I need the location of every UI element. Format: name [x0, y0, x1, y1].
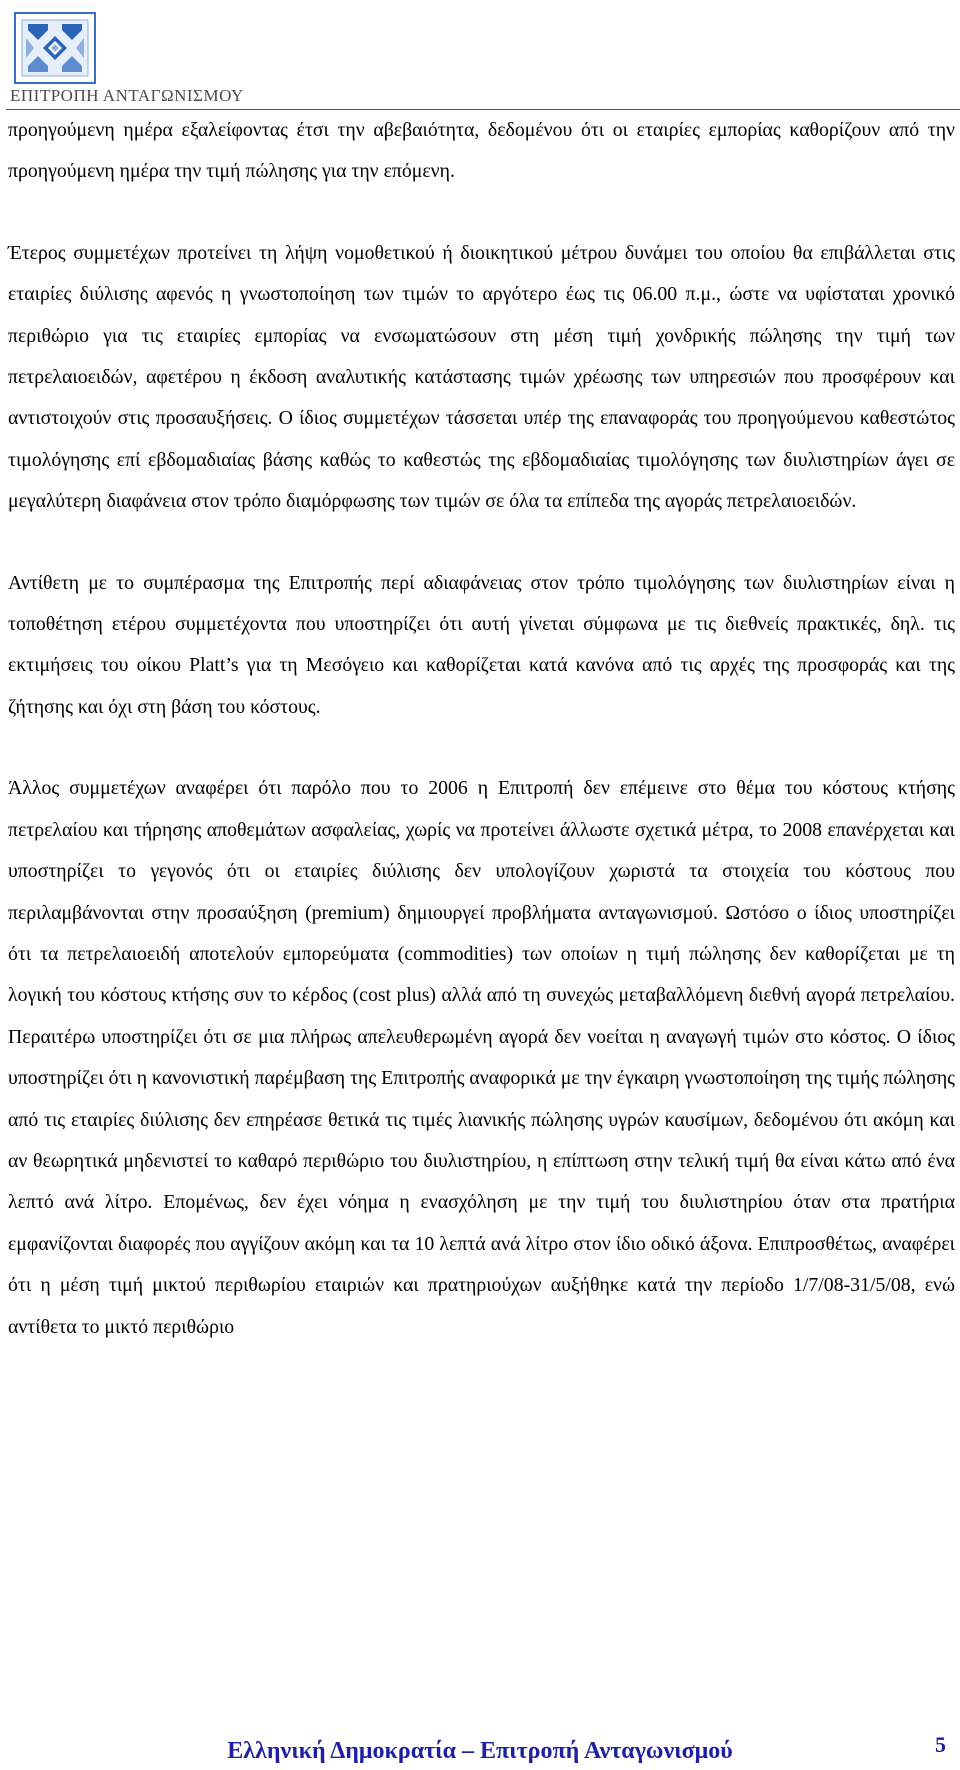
organization-name: ΕΠΙΤΡΟΠΗ ΑΝΤΑΓΩΝΙΣΜΟΥ [10, 86, 244, 105]
paragraph-1: προηγούμενη ημέρα εξαλείφοντας έτσι την αβεβαιότητα, δεδομένου ότι οι εταιρίες εμπορίας καθορίζουν από την προηγούμενη ημέρα την τιμή πώλησης για την επόμενη. [8, 119, 955, 183]
page-number: 5 [935, 1732, 946, 1757]
paragraph-2: Έτερος συμμετέχων προτείνει τη λήψη νομοθετικού ή διοικητικού μέτρου δυνάμει του οποίου θα επιβάλλεται στις εταιρίες διύλισης αφενός η γνωστοποίηση των τιμών το αργότερο έως τις 06.00 π.μ., ώστε να υφίσταται χρονικό περιθώριο για τις εταιρίες εμπορίας να ενσωματώσουν στη μέση τιμή χονδρικής πώλησης την τιμή των πετρελαιοειδών, αφετέρου η έκδοση αναλυτικής κατάστασης τιμών χρέωσης των υπηρεσιών που προσφέρουν και αντιστοιχούν στις προσαυξήσεις. Ο ίδιος συμμετέχων τάσσεται υπέρ της επαναφοράς του προηγούμενου καθεστώτος τιμολόγησης επί εβδομαδιαίας βάσης καθώς το καθεστώς της εβδομαδιαίας τιμολόγησης των διυλιστηρίων άγει σε μεγαλύτερη διαφάνεια στον τρόπο διαμόρφωσης των τιμών σε όλα τα επίπεδα της αγοράς πετρελαιοειδών. [8, 241, 955, 513]
paragraph-4: Άλλος συμμετέχων αναφέρει ότι παρόλο που το 2006 η Επιτροπή δεν επέμεινε στο θέμα του κόστους κτήσης πετρελαίου και τήρησης αποθεμάτων ασφαλείας, χωρίς να προτείνει άλλωστε σχετικά μέτρα, το 2008 επανέρχεται και υποστηρίζει το γεγονός ότι οι εταιρίες διύλισης δεν υπολογίζουν χωριστά τα στοιχεία του κόστους που περιλαμβάνονται στην προσαύξηση (premium) δημιουργεί προβλήματα ανταγωνισμού. Ωστόσο ο ίδιος υποστηρίζει ότι τα πετρελαιοειδή αποτελούν εμπορεύματα (commodities) των οποίων η τιμή πώλησης δεν καθορίζεται με τη λογική του κόστους κτήσης συν το κέρδος (cost plus) αλλά από τη συνεχώς μεταβαλλόμενη διεθνή αγορά πετρελαίου. Περαιτέρω υποστηρίζει ότι σε μια πλήρως απελευθερωμένη αγορά δεν νοείται η αναγωγή τιμών στο κόστος. Ο ίδιος υποστηρίζει ότι η κανονιστική παρέμβαση της Επιτροπής αναφορικά με την έγκαιρη γνωστοποίηση της τιμής πώλησης από τις εταιρίες διύλισης δεν επηρέασε θετικά τις τιμές λιανικής πώλησης υγρών καυσίμων, δεδομένου ότι ακόμη και αν θεωρητικά μηδενιστεί το καθαρό περιθώριο του διυλιστηρίου, η επίπτωση στην τελική τιμή θα είναι κάτω από ένα λεπτό ανά λίτρο. Επομένως, δεν έχει νόημα η ενασχόληση με την τιμή του διυλιστηρίου όταν στα πρατήρια εμφανίζονται διαφορές που αγγίζουν ακόμη και τα 10 λεπτά ανά λίτρο στον ίδιο οδικό άξονα. Επιπροσθέτως, αναφέρει ότι η μέση τιμή μικτού περιθωρίου εταιριών και πρατηριούχων αυξήθηκε κατά την περίοδο 1/7/08-31/5/08, ενώ αντίθετα το μικτό περιθώριο [8, 777, 955, 1338]
page-header [0, 0, 960, 112]
paragraph-3: Αντίθετη με το συμπέρασμα της Επιτροπής περί αδιαφάνειας στον τρόπο τιμολόγησης των διυλιστηρίων είναι η τοποθέτηση ετέρου συμμετέχοντα που υποστηρίζει ότι αυτή γίνεται σύμφωνα με τις διεθνείς πρακτικές, δηλ. τις εκτιμήσεις του οίκου Platt’s για τη Μεσόγειο και καθορίζεται κατά κανόνα από τις αρχές της προσφοράς και της ζήτησης και όχι στη βάση του κόστους. [8, 571, 955, 718]
competition-commission-logo-icon [14, 12, 96, 84]
footer-title: Ελληνική Δημοκρατία – Επιτροπή Ανταγωνισμού [227, 1738, 733, 1764]
document-body [8, 110, 955, 1388]
